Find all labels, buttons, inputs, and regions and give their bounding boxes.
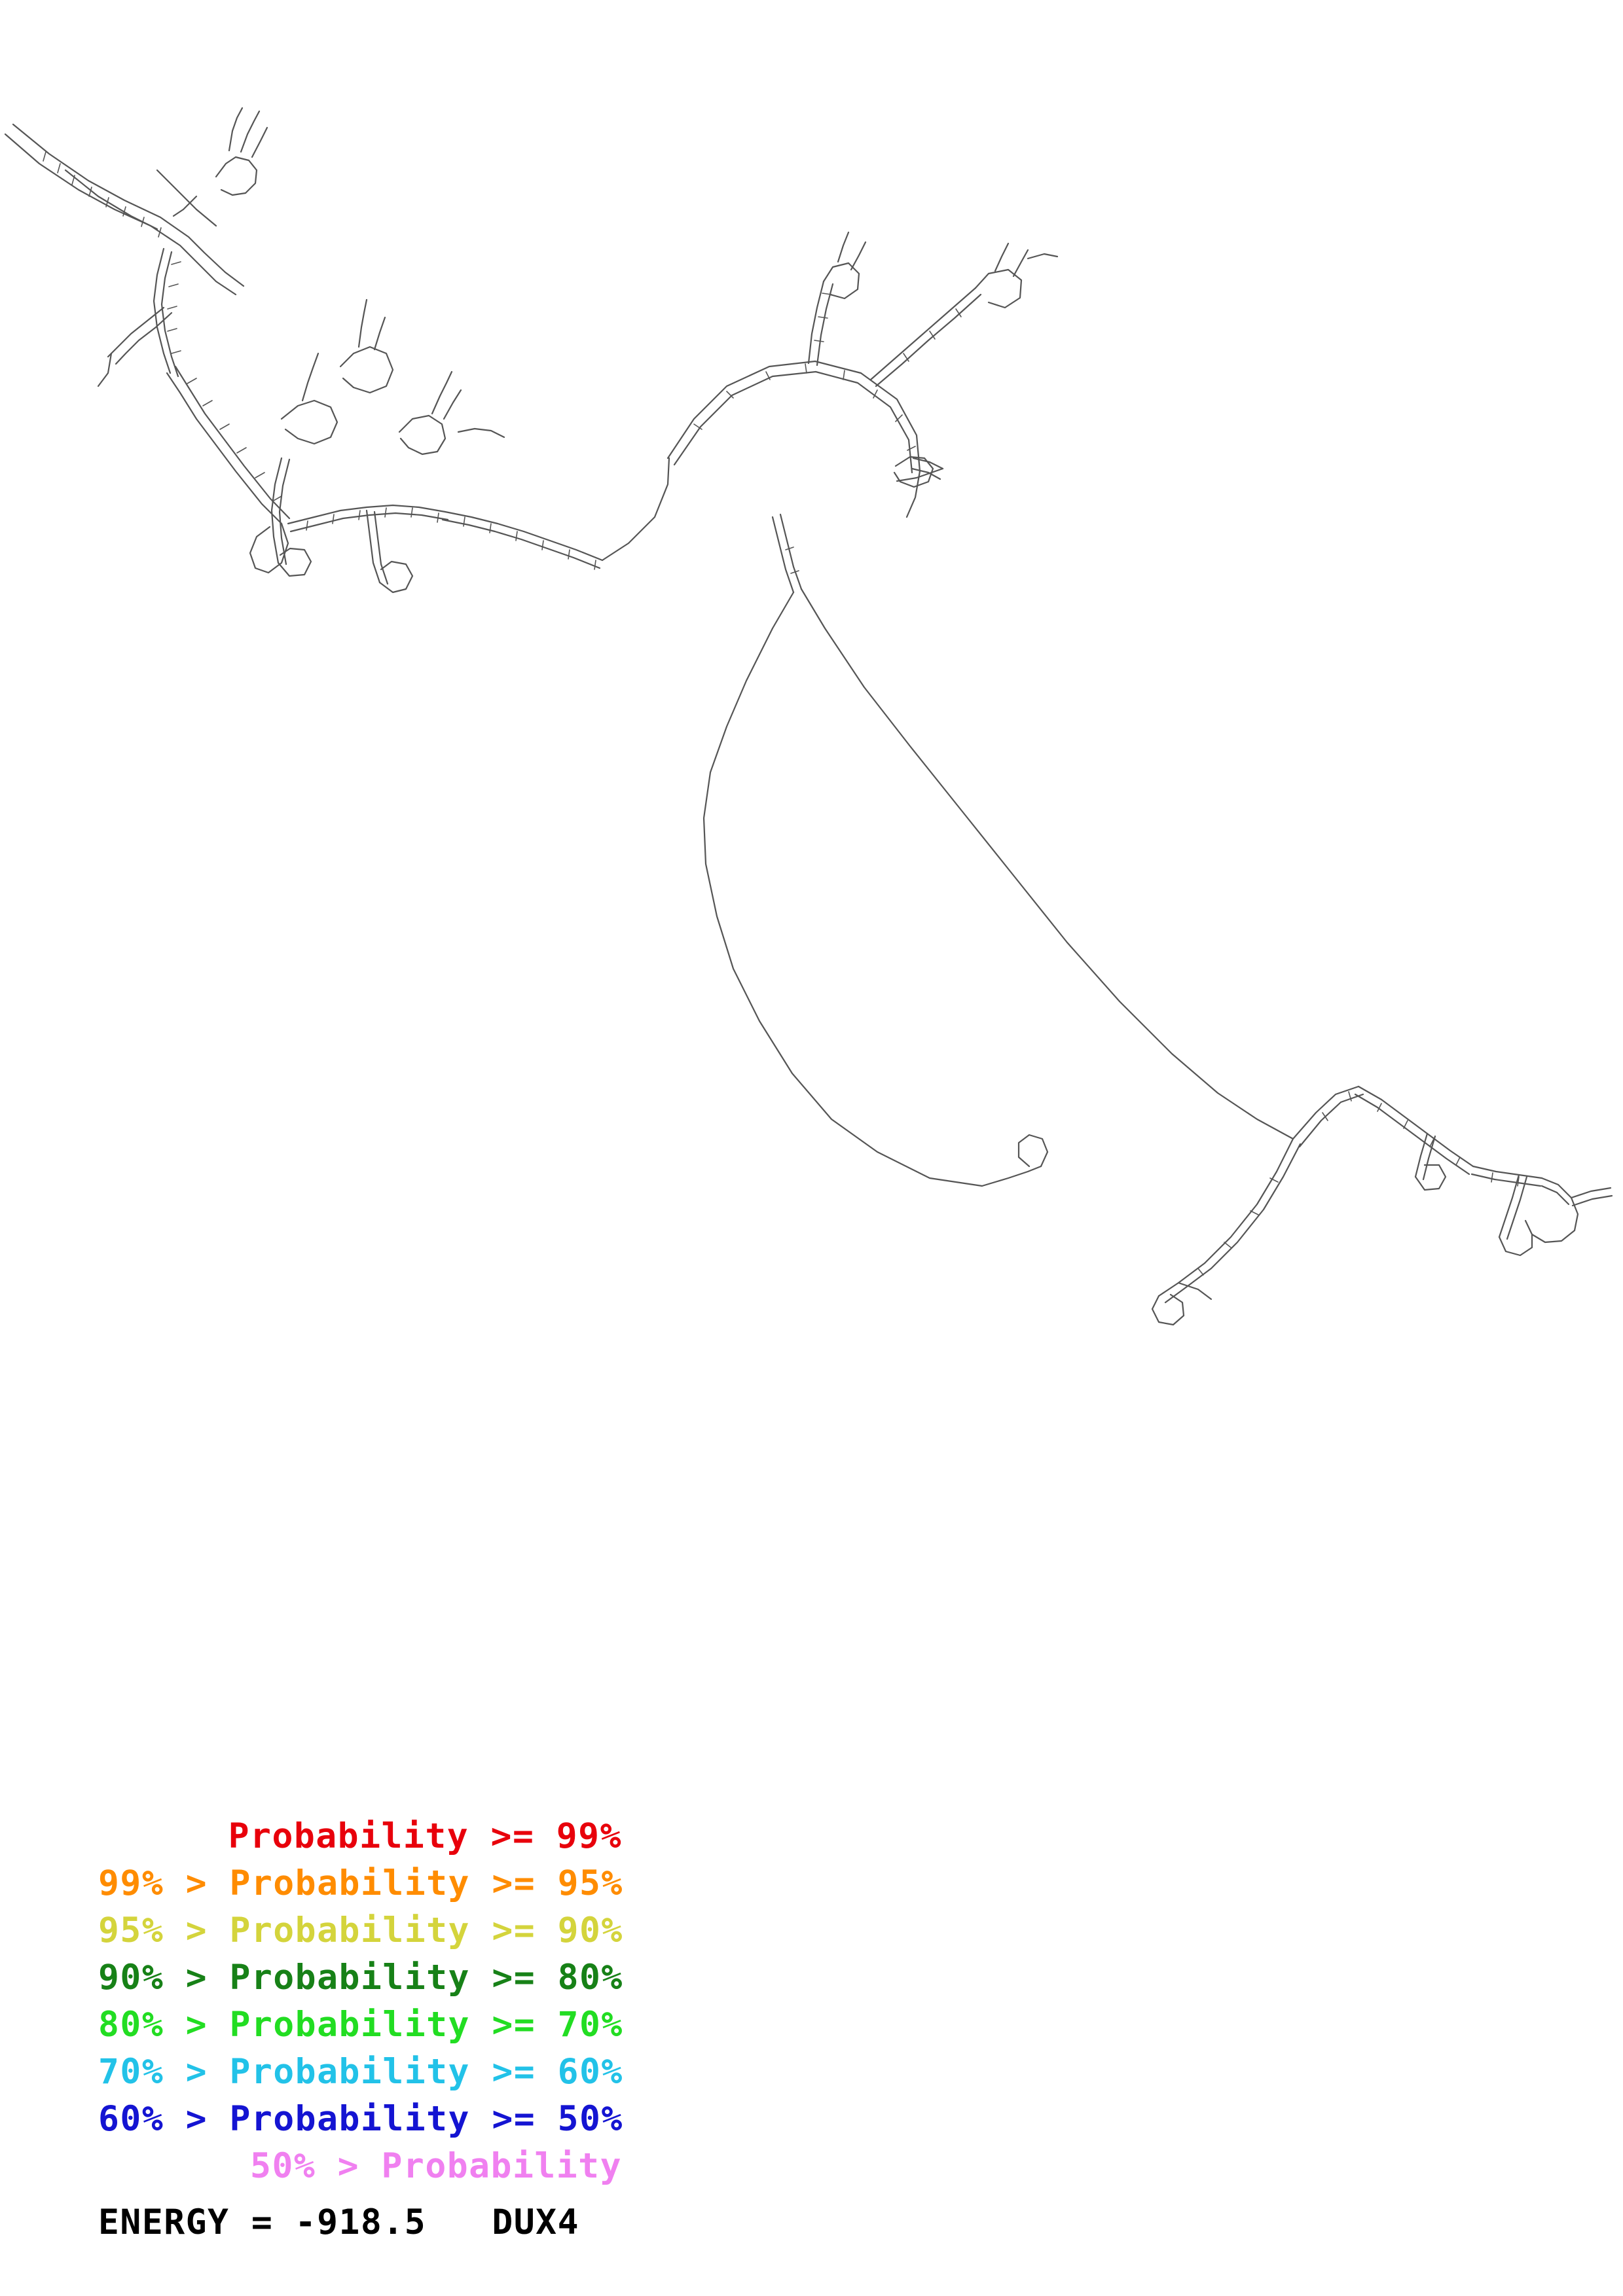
rna-backbone-paths: [5, 108, 1612, 1325]
energy-label: ENERGY = -918.5 DUX4: [98, 2202, 579, 2242]
legend-row: 70% > Probability >= 60%: [98, 2052, 623, 2092]
probability-legend: [98, 1813, 753, 2190]
legend-row: 95% > Probability >= 90%: [98, 1910, 623, 1950]
legend-row: Probability >= 99%: [228, 1816, 622, 1856]
legend-row: 50% > Probability: [250, 2146, 622, 2186]
legend-row: 90% > Probability >= 80%: [98, 1958, 623, 1998]
legend-row: 99% > Probability >= 95%: [98, 1863, 623, 1903]
legend-row: 60% > Probability >= 50%: [98, 2099, 623, 2139]
legend-row: 80% > Probability >= 70%: [98, 2005, 623, 2045]
